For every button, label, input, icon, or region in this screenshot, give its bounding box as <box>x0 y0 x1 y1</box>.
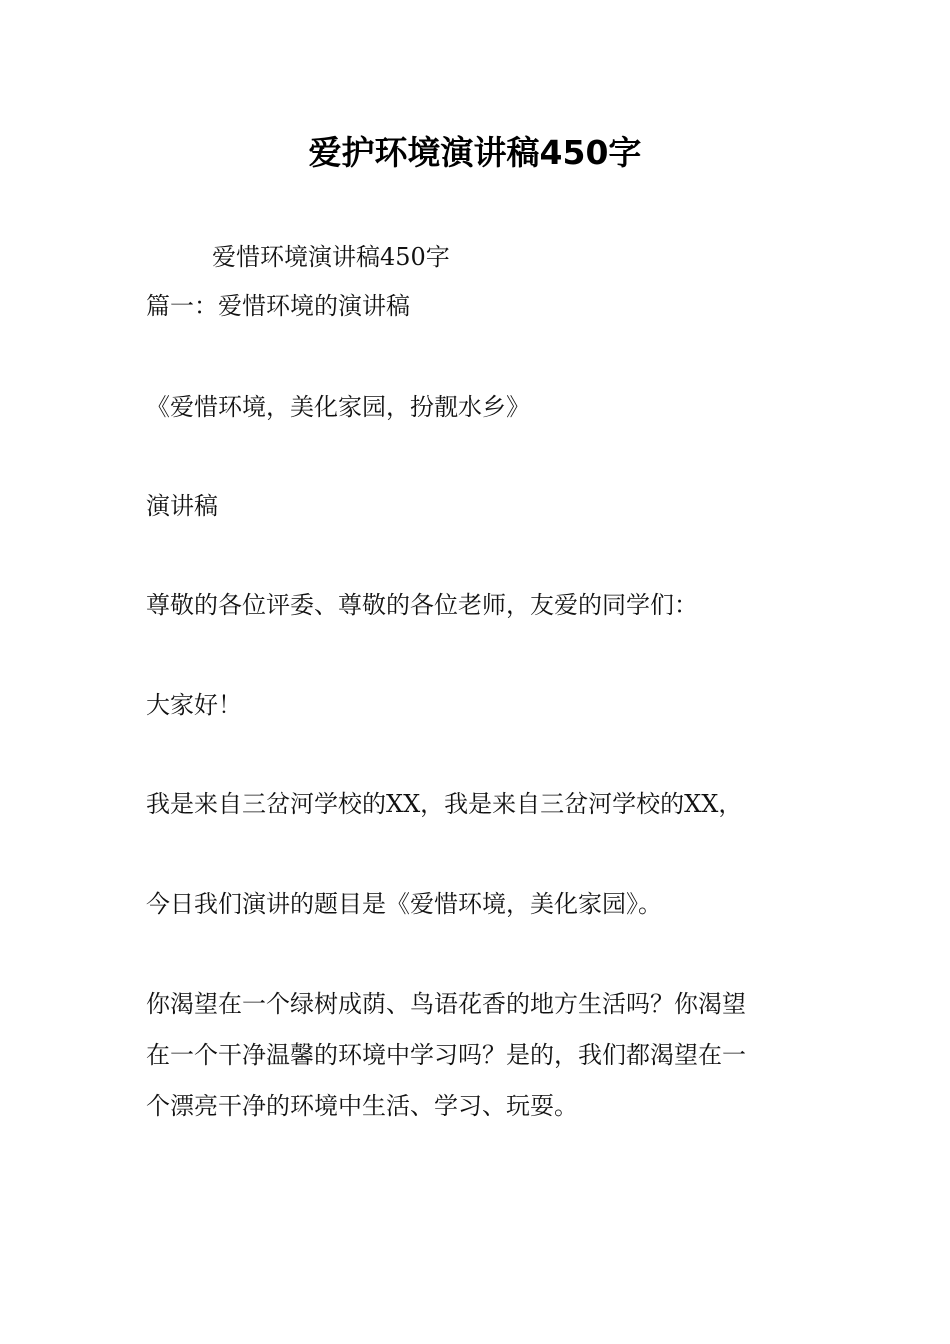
intro-line: 我是来自三岔河学校的XX，我是来自三岔河学校的XX， <box>146 790 743 818</box>
document-subtitle: 爱惜环境演讲稿450字 <box>212 243 450 271</box>
speech-title: 《爱惜环境，美化家园，扮靓水乡》 <box>146 393 530 421</box>
greeting: 大家好！ <box>146 691 242 719</box>
speech-label: 演讲稿 <box>146 492 218 520</box>
paragraph-line: 你渴望在一个绿树成荫、鸟语花香的地方生活吗？你渴望 <box>146 990 746 1018</box>
paragraph-line: 在一个干净温馨的环境中学习吗？是的，我们都渴望在一 <box>146 1041 746 1069</box>
section-heading: 篇一：爱惜环境的演讲稿 <box>146 292 410 320</box>
topic-line: 今日我们演讲的题目是《爱惜环境，美化家园》。 <box>146 890 662 918</box>
document-title: 爱护环境演讲稿450字 <box>308 133 642 172</box>
paragraph-line: 个漂亮干净的环境中生活、学习、玩耍。 <box>146 1092 578 1120</box>
salutation: 尊敬的各位评委、尊敬的各位老师，友爱的同学们： <box>146 591 698 619</box>
